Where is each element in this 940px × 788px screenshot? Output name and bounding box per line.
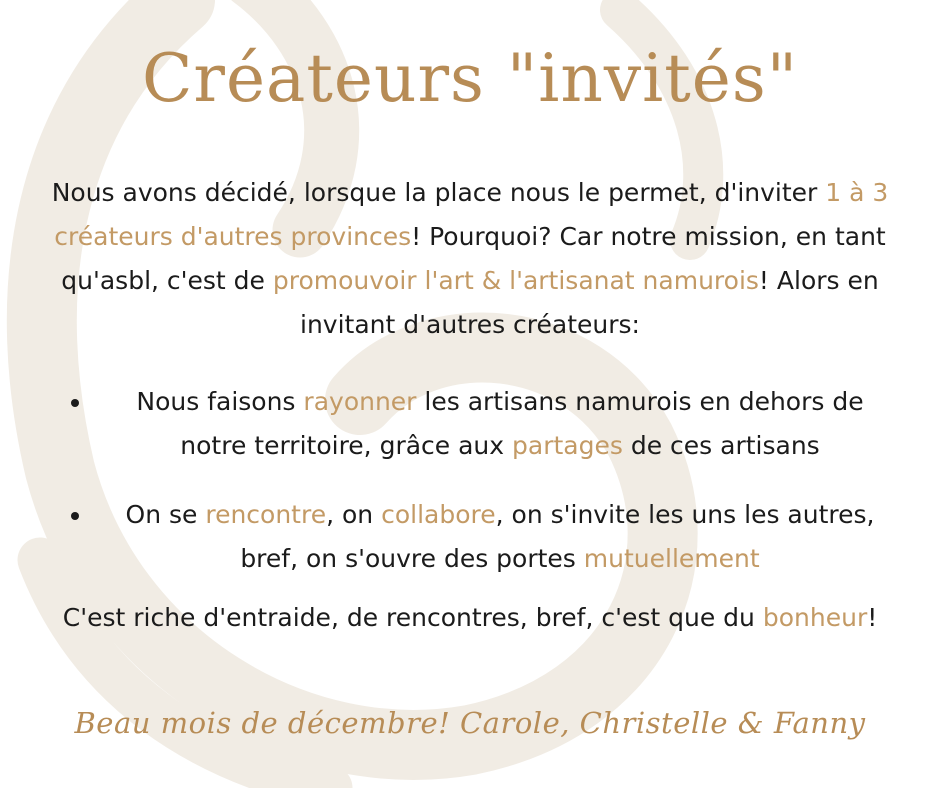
intro-text: ! Alors en invitant d'autres créateurs: [300, 266, 879, 339]
outro-highlight: bonheur [762, 603, 868, 632]
bullet-text-part: , on s'invite les uns les autres, bref, on s'ouvre des portes [240, 500, 875, 573]
outro-text: C'est riche d'entraide, de rencontres, bref, c'est que du [62, 603, 763, 632]
bullet-text-part: les artisans namurois en dehors de notre territoire, grâce aux [180, 387, 864, 460]
bullet-dot-icon [71, 399, 79, 407]
page-title: Créateurs "invités" [141, 40, 799, 117]
bullet-text-part: On se [125, 500, 206, 529]
intro-text: Nous avons décidé, lorsque la place nous le permet, d'inviter [51, 178, 826, 207]
bullet-highlight: rayonner [303, 387, 417, 416]
bullet-text-part: de ces artisans [622, 431, 820, 460]
bullet-text-part: Nous faisons [136, 387, 304, 416]
intro-text: ! Pourquoi? Car notre mission, en tant qu'asbl, c'est de [61, 222, 886, 295]
outro-paragraph [60, 596, 880, 640]
intro-highlight-mission: promouvoir l'art & l'artisanat namurois [272, 266, 759, 295]
bullet-highlight: rencontre [205, 500, 327, 529]
intro-paragraph [30, 171, 910, 347]
outro-text: ! [867, 603, 878, 632]
bullet-text-part: , on [326, 500, 382, 529]
bullet-text [100, 380, 900, 468]
bullet-highlight: collabore [381, 500, 496, 529]
intro-highlight-provinces: 1 à 3 créateurs d'autres provinces [54, 178, 889, 251]
bullet-dot-icon [71, 512, 79, 520]
bullet-highlight: partages [512, 431, 623, 460]
signature: Beau mois de décembre! Carole, Christelle & Fanny [74, 706, 866, 740]
bullet-text [120, 493, 880, 581]
bullet-highlight: mutuellement [583, 544, 760, 573]
